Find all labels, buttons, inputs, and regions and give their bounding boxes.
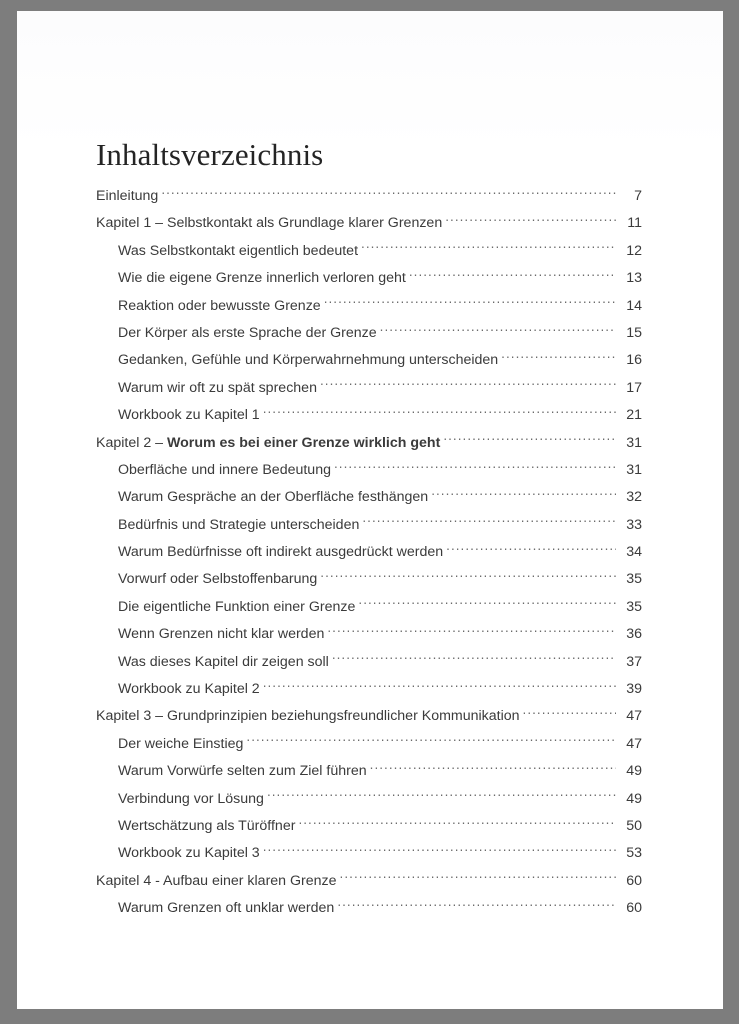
toc-entry[interactable] (96, 320, 642, 347)
page-title: Inhaltsverzeichnis (96, 137, 324, 172)
toc-entry-page-number: 36 (626, 626, 642, 643)
toc-entry-label: Oberfläche und innere Bedeutung (118, 461, 331, 478)
toc-entry-label: Die eigentliche Funktion einer Grenze (118, 598, 356, 615)
toc-dot-leader (370, 761, 616, 775)
toc-dot-leader (334, 460, 616, 474)
toc-entry[interactable] (96, 566, 642, 593)
toc-dot-leader (263, 843, 616, 857)
toc-entry-label: Warum Vorwürfe selten zum Ziel führen (118, 763, 367, 780)
toc-dot-leader (327, 624, 616, 638)
toc-entry-page-number: 49 (626, 790, 642, 807)
toc-entry[interactable] (96, 430, 642, 457)
toc-entry-label: Was dieses Kapitel dir zeigen soll (118, 653, 329, 670)
toc-entry-page-number: 33 (626, 516, 642, 533)
toc-entry-page-number: 60 (626, 872, 642, 889)
toc-entry[interactable] (96, 649, 642, 676)
toc-entry-label: Warum Grenzen oft unklar werden (118, 900, 335, 917)
toc-dot-leader (431, 487, 616, 501)
document-page (17, 11, 723, 1009)
toc-entry[interactable] (96, 210, 642, 237)
toc-entry-label: Wie die eigene Grenze innerlich verloren geht (118, 270, 406, 287)
toc-entry[interactable] (96, 703, 642, 730)
toc-entry-label: Vorwurf oder Selbstoffenbarung (118, 571, 318, 588)
toc-entry[interactable] (96, 676, 642, 703)
toc-entry-page-number: 11 (627, 215, 642, 232)
table-of-contents (96, 183, 642, 923)
toc-entry[interactable] (96, 813, 642, 840)
toc-dot-leader (501, 350, 616, 364)
toc-entry-label: Einleitung (96, 188, 159, 204)
toc-dot-leader (361, 241, 616, 255)
toc-dot-leader (320, 569, 616, 583)
toc-entry[interactable] (96, 786, 642, 813)
toc-entry-page-number: 39 (626, 681, 642, 698)
toc-entry-label: Warum Bedürfnisse oft indirekt ausgedrückt werden (118, 544, 444, 561)
toc-entry-page-number: 50 (626, 817, 642, 834)
toc-dot-leader (298, 816, 616, 830)
toc-dot-leader (324, 296, 616, 310)
toc-dot-leader (263, 679, 616, 693)
toc-entry-page-number: 13 (626, 270, 642, 287)
toc-entry-page-number: 47 (626, 708, 642, 725)
toc-entry[interactable] (96, 457, 642, 484)
toc-entry-label: Warum Gespräche an der Oberfläche festhängen (118, 489, 429, 506)
toc-dot-leader (267, 789, 616, 803)
toc-entry-page-number: 60 (626, 900, 642, 917)
toc-entry-label: Kapitel 4 - Aufbau einer klaren Grenze (96, 872, 337, 889)
toc-entry-page-number: 21 (626, 407, 642, 424)
toc-entry-label: Workbook zu Kapitel 1 (118, 407, 260, 424)
toc-entry[interactable] (96, 895, 642, 922)
toc-entry-label: Warum wir oft zu spät sprechen (118, 379, 317, 396)
toc-entry[interactable] (96, 594, 642, 621)
toc-entry[interactable] (96, 347, 642, 374)
toc-entry[interactable] (96, 402, 642, 429)
toc-dot-leader (358, 597, 616, 611)
toc-entry[interactable] (96, 868, 642, 895)
toc-dot-leader (332, 652, 616, 666)
toc-entry[interactable] (96, 731, 642, 758)
toc-entry-page-number: 49 (626, 763, 642, 780)
toc-entry-page-number: 34 (626, 544, 642, 561)
toc-entry-page-number: 47 (626, 735, 642, 752)
toc-entry-label: Gedanken, Gefühle und Körperwahrnehmung unterscheiden (118, 352, 499, 369)
toc-entry-page-number: 53 (626, 845, 642, 862)
toc-dot-leader (445, 213, 616, 227)
toc-entry-label (96, 430, 442, 457)
toc-entry-label: Kapitel 1 – Selbstkontakt als Grundlage klarer Grenzen (96, 215, 443, 232)
toc-entry-label: Reaktion oder bewusste Grenze (118, 297, 321, 314)
toc-entry-page-number: 15 (626, 324, 642, 341)
toc-entry[interactable] (96, 484, 642, 511)
toc-entry[interactable] (96, 758, 642, 785)
toc-entry-page-number: 35 (626, 598, 642, 615)
toc-entry-page-number: 37 (626, 653, 642, 670)
toc-dot-leader (340, 871, 616, 885)
toc-entry-label: Verbindung vor Lösung (118, 790, 264, 807)
toc-entry[interactable] (96, 512, 642, 539)
toc-dot-leader (263, 405, 616, 419)
toc-entry-label: Der weiche Einstieg (118, 735, 244, 752)
toc-dot-leader (443, 433, 616, 447)
toc-dot-leader (446, 542, 616, 556)
toc-entry-label: Wenn Grenzen nicht klar werden (118, 626, 325, 643)
toc-entry[interactable] (96, 293, 642, 320)
toc-entry-label: Kapitel 3 – Grundprinzipien beziehungsfreundlicher Kommunikation (96, 708, 520, 725)
toc-dot-leader (380, 323, 616, 337)
toc-entry-page-number: 16 (626, 352, 642, 369)
toc-entry-page-number: 31 (626, 434, 642, 451)
toc-entry-label: Der Körper als erste Sprache der Grenze (118, 324, 377, 341)
toc-dot-leader (337, 898, 616, 912)
toc-entry[interactable] (96, 539, 642, 566)
toc-dot-leader (362, 515, 616, 529)
toc-entry-page-number: 14 (626, 297, 642, 314)
toc-dot-leader (246, 734, 616, 748)
toc-dot-leader (523, 706, 616, 720)
toc-entry-label: Wertschätzung als Türöffner (118, 817, 296, 834)
toc-entry-label: Bedürfnis und Strategie unterscheiden (118, 516, 360, 533)
toc-entry-label-plain: Kapitel 2 – (96, 434, 167, 451)
toc-entry-label: Workbook zu Kapitel 2 (118, 681, 260, 698)
toc-entry-page-number: 17 (626, 379, 642, 396)
toc-entry[interactable] (96, 840, 642, 867)
toc-dot-leader (161, 186, 616, 200)
toc-entry[interactable] (96, 265, 642, 292)
toc-entry-page-number: 32 (626, 489, 642, 506)
toc-entry-page-number: 12 (626, 242, 642, 259)
toc-entry-page-number: 35 (626, 571, 642, 588)
toc-entry[interactable] (96, 183, 642, 210)
toc-entry[interactable] (96, 238, 642, 265)
toc-entry-label-bold: Worum es bei einer Grenze wirklich geht (167, 434, 441, 451)
page-content-area (17, 11, 723, 1009)
toc-dot-leader (320, 378, 616, 392)
toc-entry-label: Was Selbstkontakt eigentlich bedeutet (118, 242, 359, 259)
toc-entry-page-number: 7 (634, 188, 642, 204)
toc-entry-label: Workbook zu Kapitel 3 (118, 845, 260, 862)
toc-entry[interactable] (96, 375, 642, 402)
toc-dot-leader (409, 268, 616, 282)
toc-entry[interactable] (96, 621, 642, 648)
toc-entry-page-number: 31 (626, 461, 642, 478)
